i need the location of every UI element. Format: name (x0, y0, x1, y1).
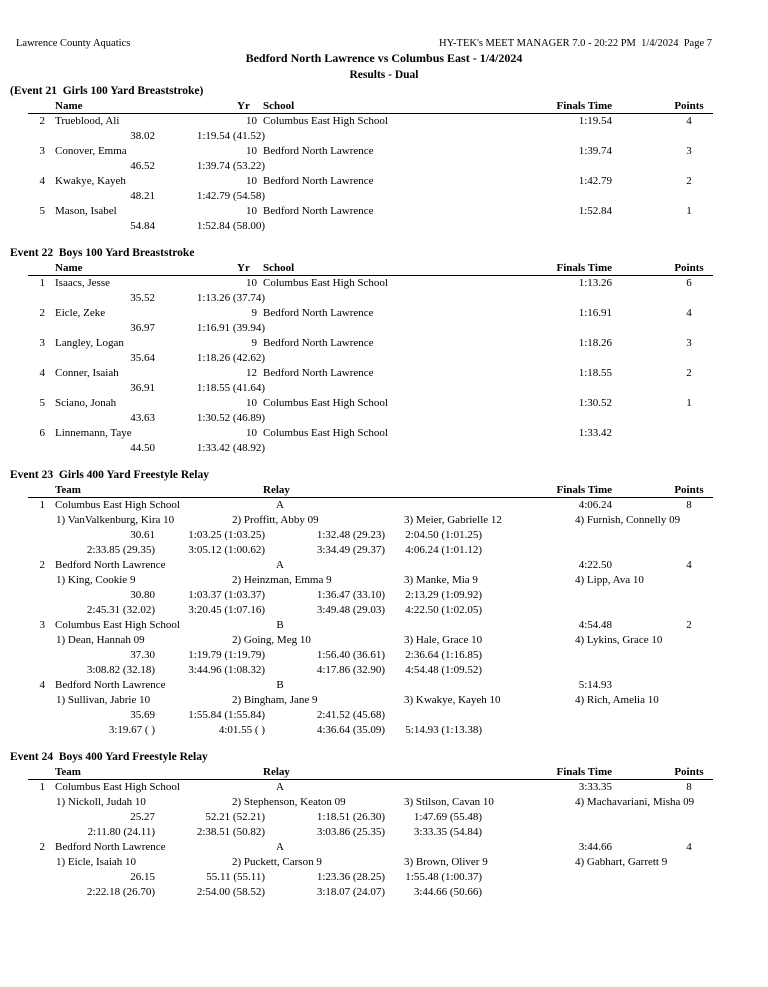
relay-swimmer: 1) Nickoll, Judah 10 (56, 796, 146, 808)
split-time: 2:04.50 (1:01.25) (405, 529, 482, 541)
split-time: 3:19.67 ( ) (108, 724, 155, 736)
split-time: 35.52 (130, 292, 155, 304)
column-header-school: School (263, 262, 295, 274)
split-time: 3:18.07 (24.07) (316, 886, 385, 898)
team-name: Columbus East High School (55, 499, 180, 511)
event-section (0, 246, 768, 456)
split-time: 55.11 (55.11) (206, 871, 265, 883)
finals-time: 1:13.26 (578, 277, 612, 289)
relay-swimmer: 2) Proffitt, Abby 09 (232, 514, 319, 526)
column-header-points: Points (674, 766, 704, 778)
place-number: 2 (39, 307, 45, 319)
school-name: Columbus East High School (263, 277, 388, 289)
split-time: 4:54.48 (1:09.52) (405, 664, 482, 676)
relay-letter: B (276, 679, 284, 691)
split-time: 3:49.48 (29.03) (316, 604, 385, 616)
split-time: 4:22.50 (1:02.05) (405, 604, 482, 616)
relay-result-row (0, 840, 768, 855)
points-value: 2 (686, 367, 692, 379)
column-header-name: Name (55, 100, 83, 112)
meet-title: Bedford North Lawrence vs Columbus East - 1/4/2024 (245, 51, 523, 65)
split-time: 3:44.96 (1:08.32) (188, 664, 265, 676)
split-time: 4:01.55 ( ) (218, 724, 265, 736)
column-header-finals-time: Finals Time (556, 262, 612, 274)
swimmer-name: Conner, Isaiah (55, 367, 119, 379)
relay-swimmer: 2) Bingham, Jane 9 (232, 694, 318, 706)
swimmer-year: 10 (246, 145, 257, 157)
event-section (0, 84, 768, 234)
swimmer-name: Eicle, Zeke (55, 307, 106, 319)
relay-result-row (0, 780, 768, 795)
column-header-points: Points (674, 100, 704, 112)
relay-swimmers-row (0, 795, 768, 810)
relay-swimmer: 3) Brown, Oliver 9 (404, 856, 488, 868)
place-number: 3 (39, 619, 45, 631)
column-header-relay: Relay (263, 766, 290, 778)
column-header-row (0, 261, 768, 276)
relay-result-row (0, 678, 768, 693)
split-time: 2:38.51 (50.82) (196, 826, 265, 838)
result-row (0, 276, 768, 291)
place-number: 4 (39, 679, 45, 691)
relay-swimmer: 2) Stephenson, Keaton 09 (232, 796, 346, 808)
splits-row (0, 885, 768, 900)
relay-result-row (0, 618, 768, 633)
team-name: Bedford North Lawrence (55, 559, 166, 571)
column-header-team: Team (55, 766, 81, 778)
finals-time: 1:16.91 (578, 307, 612, 319)
splits-row (0, 291, 768, 306)
relay-swimmers-row (0, 693, 768, 708)
place-number: 1 (39, 781, 45, 793)
place-number: 3 (39, 337, 45, 349)
finals-time: 1:52.84 (578, 205, 612, 217)
split-time: 36.91 (130, 382, 155, 394)
column-header-team: Team (55, 484, 81, 496)
splits-row (0, 543, 768, 558)
relay-swimmer: 4) Gabhart, Garrett 9 (575, 856, 668, 868)
splits-row (0, 528, 768, 543)
relay-swimmers-row (0, 573, 768, 588)
relay-swimmers-row (0, 633, 768, 648)
report-meta: HY-TEK's MEET MANAGER 7.0 - 20:22 PM 1/4/2024 Page 7 (439, 38, 712, 49)
split-time: 1:16.91 (39.94) (196, 322, 265, 334)
relay-swimmer: 4) Rich, Amelia 10 (575, 694, 659, 706)
split-time: 1:18.26 (42.62) (196, 352, 265, 364)
relay-letter: A (276, 781, 284, 793)
school-name: Bedford North Lawrence (263, 145, 374, 157)
place-number: 1 (39, 277, 45, 289)
relay-swimmer: 1) VanValkenburg, Kira 10 (56, 514, 175, 526)
event-section (0, 468, 768, 738)
points-value: 8 (686, 499, 692, 511)
finals-time: 3:44.66 (578, 841, 612, 853)
result-row (0, 204, 768, 219)
place-number: 5 (39, 205, 45, 217)
split-time: 3:03.86 (25.35) (316, 826, 385, 838)
column-header-points: Points (674, 484, 704, 496)
split-time: 5:14.93 (1:13.38) (405, 724, 482, 736)
split-time: 54.84 (130, 220, 155, 232)
events-container (0, 84, 768, 912)
split-time: 4:06.24 (1:01.12) (405, 544, 482, 556)
splits-row (0, 129, 768, 144)
relay-letter: B (276, 619, 284, 631)
split-time: 30.80 (130, 589, 155, 601)
splits-row (0, 825, 768, 840)
place-number: 4 (39, 367, 45, 379)
finals-time: 4:54.48 (578, 619, 612, 631)
split-time: 2:41.52 (45.68) (316, 709, 385, 721)
relay-swimmer: 3) Stilson, Cavan 10 (404, 796, 494, 808)
points-value: 1 (686, 205, 692, 217)
split-time: 2:13.29 (1:09.92) (405, 589, 482, 601)
column-header-yr: Yr (237, 100, 250, 112)
finals-time: 4:22.50 (578, 559, 612, 571)
split-time: 1:55.48 (1:00.37) (405, 871, 482, 883)
splits-row (0, 219, 768, 234)
team-name: Columbus East High School (55, 619, 180, 631)
split-time: 35.64 (130, 352, 155, 364)
column-header-row (0, 99, 768, 114)
swimmer-name: Linnemann, Taye (55, 427, 132, 439)
split-time: 2:54.00 (58.52) (196, 886, 265, 898)
splits-row (0, 189, 768, 204)
splits-row (0, 810, 768, 825)
points-value: 4 (686, 841, 692, 853)
team-name: Bedford North Lawrence (55, 679, 166, 691)
split-time: 1:18.51 (26.30) (316, 811, 385, 823)
splits-row (0, 648, 768, 663)
split-time: 2:11.80 (24.11) (87, 826, 155, 838)
result-row (0, 366, 768, 381)
split-time: 3:08.82 (32.18) (86, 664, 155, 676)
split-time: 4:17.86 (32.90) (316, 664, 385, 676)
column-header-row (0, 483, 768, 498)
finals-time: 5:14.93 (578, 679, 612, 691)
relay-swimmer: 4) Furnish, Connelly 09 (575, 514, 681, 526)
school-name: Columbus East High School (263, 397, 388, 409)
result-row (0, 306, 768, 321)
split-time: 43.63 (130, 412, 155, 424)
result-row (0, 426, 768, 441)
result-row (0, 336, 768, 351)
split-time: 26.15 (130, 871, 155, 883)
splits-row (0, 321, 768, 336)
split-time: 3:33.35 (54.84) (413, 826, 482, 838)
finals-time: 1:42.79 (578, 175, 612, 187)
split-time: 2:33.85 (29.35) (86, 544, 155, 556)
place-number: 4 (39, 175, 45, 187)
split-time: 1:55.84 (1:55.84) (188, 709, 265, 721)
event-title: Event 22 Boys 100 Yard Breaststroke (10, 247, 195, 259)
event-title: (Event 21 Girls 100 Yard Breaststroke) (10, 85, 204, 97)
column-header-finals-time: Finals Time (556, 484, 612, 496)
swimmer-year: 10 (246, 277, 257, 289)
split-time: 1:47.69 (55.48) (413, 811, 482, 823)
splits-row (0, 663, 768, 678)
swimmer-name: Mason, Isabel (55, 205, 117, 217)
swimmer-name: Kwakye, Kayeh (55, 175, 126, 187)
split-time: 44.50 (130, 442, 155, 454)
relay-swimmer: 1) King, Cookie 9 (56, 574, 136, 586)
swimmer-year: 12 (246, 367, 257, 379)
finals-time: 1:18.26 (578, 337, 612, 349)
finals-time: 1:30.52 (578, 397, 612, 409)
relay-swimmer: 2) Going, Meg 10 (232, 634, 311, 646)
relay-swimmer: 3) Hale, Grace 10 (404, 634, 483, 646)
place-number: 3 (39, 145, 45, 157)
team-name: Bedford North Lawrence (55, 841, 166, 853)
relay-swimmer: 1) Eicle, Isaiah 10 (56, 856, 137, 868)
school-name: Bedford North Lawrence (263, 367, 374, 379)
split-time: 37.30 (130, 649, 155, 661)
column-header-yr: Yr (237, 262, 250, 274)
split-time: 2:22.18 (26.70) (86, 886, 155, 898)
finals-time: 4:06.24 (578, 499, 612, 511)
relay-swimmer: 4) Lykins, Grace 10 (575, 634, 663, 646)
split-time: 35.69 (130, 709, 155, 721)
relay-swimmers-row (0, 855, 768, 870)
points-value: 4 (686, 115, 692, 127)
facility-name: Lawrence County Aquatics (16, 38, 131, 49)
relay-swimmer: 1) Dean, Hannah 09 (56, 634, 145, 646)
relay-result-row (0, 498, 768, 513)
relay-swimmer: 4) Machavariani, Misha 09 (575, 796, 695, 808)
points-value: 2 (686, 175, 692, 187)
splits-row (0, 723, 768, 738)
split-time: 1:36.47 (33.10) (316, 589, 385, 601)
result-row (0, 174, 768, 189)
relay-result-row (0, 558, 768, 573)
splits-row (0, 381, 768, 396)
relay-swimmer: 2) Heinzman, Emma 9 (232, 574, 332, 586)
split-time: 1:19.54 (41.52) (196, 130, 265, 142)
points-value: 3 (686, 145, 692, 157)
split-time: 4:36.64 (35.09) (316, 724, 385, 736)
split-time: 2:45.31 (32.02) (86, 604, 155, 616)
points-value: 8 (686, 781, 692, 793)
finals-time: 1:18.55 (578, 367, 612, 379)
split-time: 1:30.52 (46.89) (196, 412, 265, 424)
split-time: 1:56.40 (36.61) (316, 649, 385, 661)
points-value: 1 (686, 397, 692, 409)
column-header-name: Name (55, 262, 83, 274)
swimmer-year: 10 (246, 397, 257, 409)
swimmer-name: Langley, Logan (55, 337, 124, 349)
place-number: 5 (39, 397, 45, 409)
split-time: 1:03.37 (1:03.37) (188, 589, 265, 601)
swimmer-name: Conover, Emma (55, 145, 127, 157)
relay-letter: A (276, 559, 284, 571)
event-section (0, 750, 768, 900)
team-name: Columbus East High School (55, 781, 180, 793)
split-time: 1:32.48 (29.23) (316, 529, 385, 541)
points-value: 4 (686, 307, 692, 319)
finals-time: 1:19.54 (578, 115, 612, 127)
split-time: 3:34.49 (29.37) (316, 544, 385, 556)
swimmer-name: Isaacs, Jesse (55, 277, 110, 289)
finals-time: 3:33.35 (578, 781, 612, 793)
split-time: 25.27 (130, 811, 155, 823)
splits-row (0, 351, 768, 366)
splits-row (0, 588, 768, 603)
points-value: 6 (686, 277, 692, 289)
relay-letter: A (276, 841, 284, 853)
split-time: 1:19.79 (1:19.79) (188, 649, 265, 661)
school-name: Bedford North Lawrence (263, 205, 374, 217)
relay-swimmer: 3) Manke, Mia 9 (404, 574, 478, 586)
split-time: 48.21 (130, 190, 155, 202)
split-time: 1:03.25 (1:03.25) (188, 529, 265, 541)
relay-letter: A (276, 499, 284, 511)
event-title: Event 24 Boys 400 Yard Freestyle Relay (10, 751, 208, 763)
school-name: Bedford North Lawrence (263, 175, 374, 187)
swimmer-year: 9 (251, 307, 257, 319)
split-time: 36.97 (130, 322, 155, 334)
split-time: 2:36.64 (1:16.85) (405, 649, 482, 661)
swimmer-year: 9 (251, 337, 257, 349)
points-value: 2 (686, 619, 692, 631)
split-time: 1:42.79 (54.58) (196, 190, 265, 202)
result-row (0, 144, 768, 159)
split-time: 3:44.66 (50.66) (413, 886, 482, 898)
column-header-row (0, 765, 768, 780)
split-time: 1:18.55 (41.64) (196, 382, 265, 394)
points-value: 3 (686, 337, 692, 349)
column-header-finals-time: Finals Time (556, 100, 612, 112)
finals-time: 1:39.74 (578, 145, 612, 157)
split-time: 1:33.42 (48.92) (196, 442, 265, 454)
column-header-relay: Relay (263, 484, 290, 496)
place-number: 2 (39, 841, 45, 853)
result-row (0, 114, 768, 129)
place-number: 2 (39, 559, 45, 571)
splits-row (0, 441, 768, 456)
finals-time: 1:33.42 (578, 427, 612, 439)
relay-swimmer: 4) Lipp, Ava 10 (575, 574, 644, 586)
relay-swimmer: 2) Puckett, Carson 9 (232, 856, 322, 868)
splits-row (0, 708, 768, 723)
event-title: Event 23 Girls 400 Yard Freestyle Relay (10, 469, 209, 481)
school-name: Bedford North Lawrence (263, 337, 374, 349)
points-value: 4 (686, 559, 692, 571)
column-header-points: Points (674, 262, 704, 274)
swimmer-year: 10 (246, 205, 257, 217)
swimmer-name: Sciano, Jonah (55, 397, 117, 409)
relay-swimmer: 3) Kwakye, Kayeh 10 (404, 694, 501, 706)
splits-row (0, 159, 768, 174)
report-type: Results - Dual (349, 69, 419, 81)
split-time: 1:52.84 (58.00) (196, 220, 265, 232)
swimmer-year: 10 (246, 427, 257, 439)
split-time: 3:05.12 (1:00.62) (188, 544, 265, 556)
swimmer-name: Trueblood, Ali (55, 115, 120, 127)
splits-row (0, 603, 768, 618)
place-number: 2 (39, 115, 45, 127)
column-header-finals-time: Finals Time (556, 766, 612, 778)
place-number: 1 (39, 499, 45, 511)
place-number: 6 (39, 427, 45, 439)
swimmer-year: 10 (246, 115, 257, 127)
split-time: 1:39.74 (53.22) (196, 160, 265, 172)
relay-swimmers-row (0, 513, 768, 528)
school-name: Columbus East High School (263, 115, 388, 127)
column-header-school: School (263, 100, 295, 112)
splits-row (0, 870, 768, 885)
split-time: 1:23.36 (28.25) (316, 871, 385, 883)
school-name: Bedford North Lawrence (263, 307, 374, 319)
split-time: 38.02 (130, 130, 155, 142)
split-time: 30.61 (130, 529, 155, 541)
relay-swimmer: 1) Sullivan, Jabrie 10 (56, 694, 151, 706)
split-time: 52.21 (52.21) (205, 811, 265, 823)
split-time: 46.52 (130, 160, 155, 172)
result-row (0, 396, 768, 411)
school-name: Columbus East High School (263, 427, 388, 439)
split-time: 1:13.26 (37.74) (196, 292, 265, 304)
report-header (16, 37, 712, 51)
split-time: 3:20.45 (1:07.16) (188, 604, 265, 616)
swimmer-year: 10 (246, 175, 257, 187)
splits-row (0, 411, 768, 426)
relay-swimmer: 3) Meier, Gabrielle 12 (404, 514, 502, 526)
